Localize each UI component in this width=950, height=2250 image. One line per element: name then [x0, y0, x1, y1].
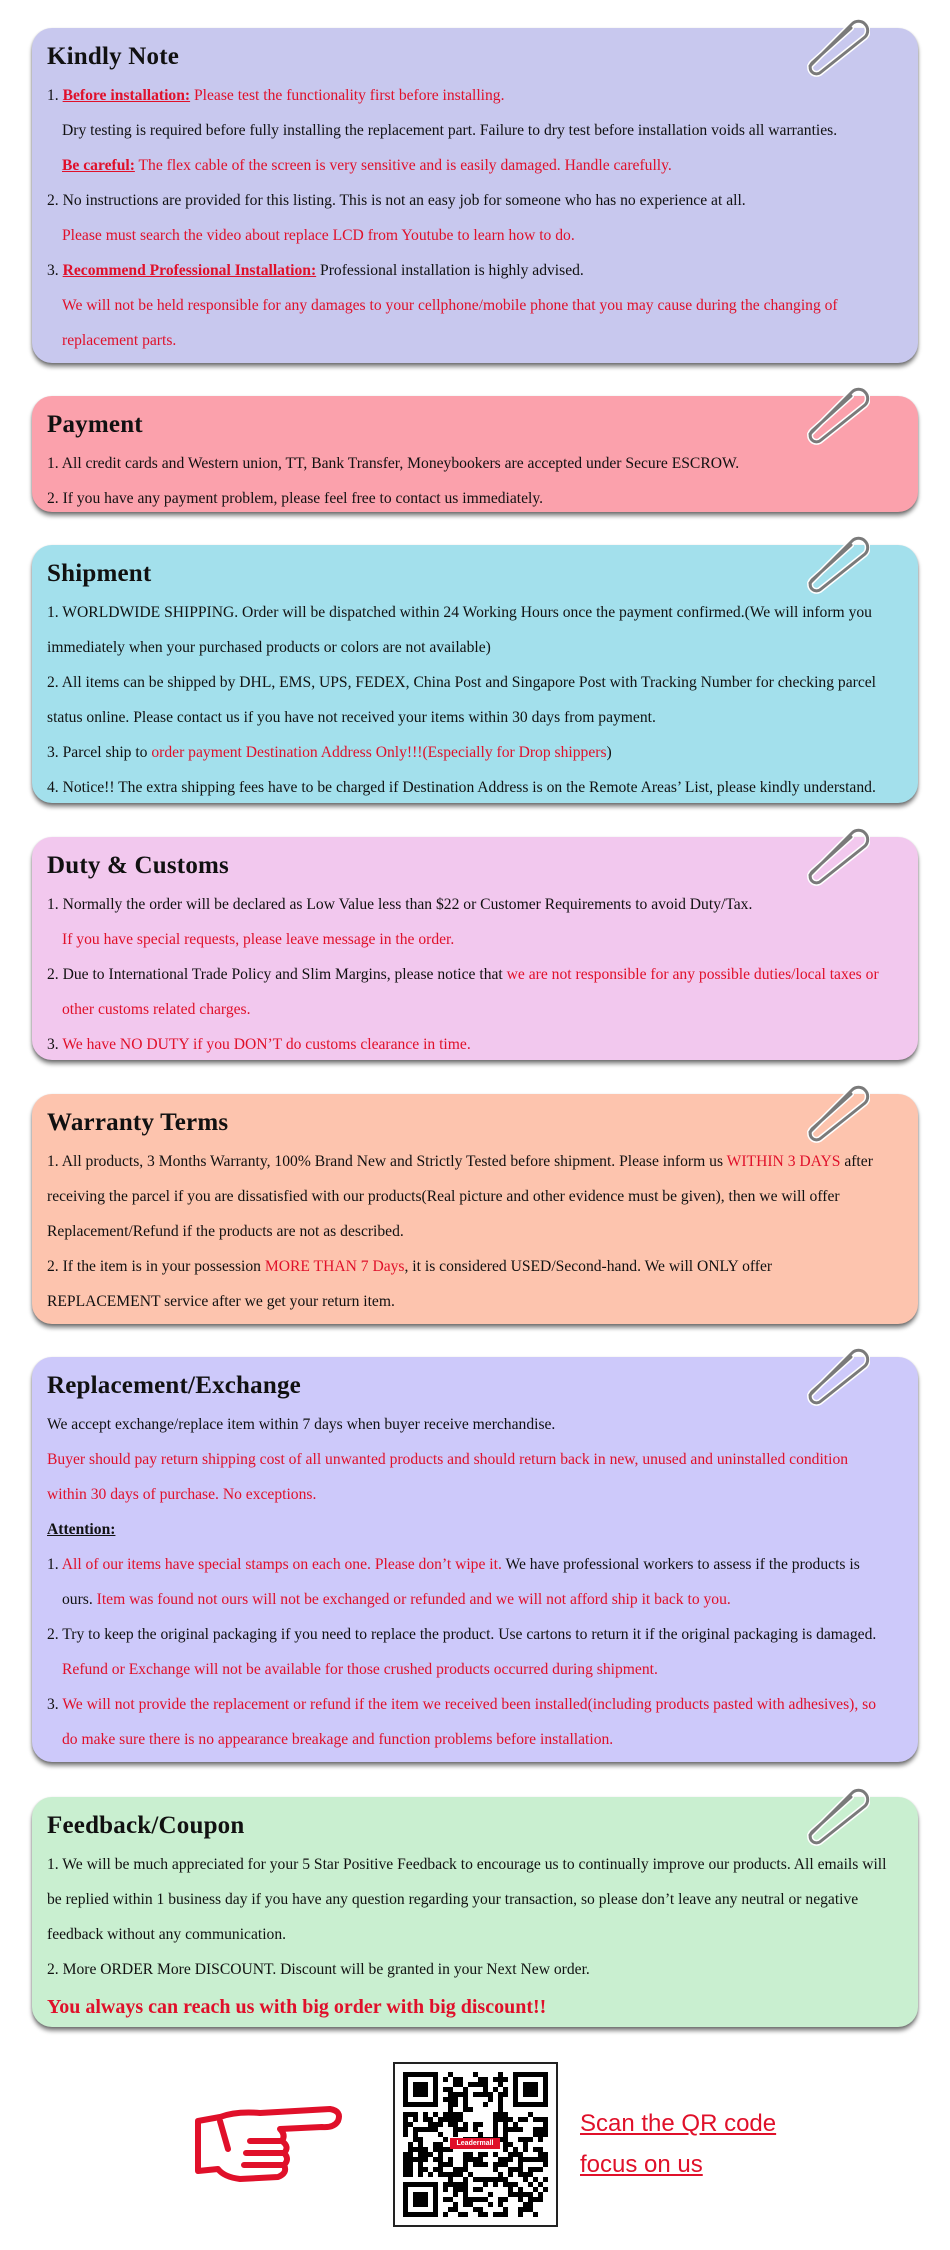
kindly-text: Please test the functionality first before installing.: [190, 87, 505, 104]
feedback-line-2: be replied within 1 business day if you have any question regarding your transaction, so please don’t leave any neutral or negative: [47, 1891, 859, 1908]
warranty-card: [32, 1094, 918, 1324]
feedback-line-1: 1. We will be much appreciated for your 5 Star Positive Feedback to encourage us to continually improve our products. All emails will: [47, 1856, 887, 1873]
paperclip-icon: [796, 821, 870, 887]
duty-text: 2. Due to International Trade Policy and Slim Margins, please notice that: [47, 966, 507, 983]
more-than-7-days: MORE THAN 7 Days: [264, 1258, 405, 1275]
attention-line-1: [47, 1547, 904, 1582]
kindly-note-title: Kindly Note: [47, 43, 180, 70]
replace-line-2: Buyer should pay return shipping cost of all unwanted products and should return back in new, unused and uninstalled condition: [47, 1451, 849, 1468]
scan-qr-text[interactable]: Scan the QR code: [580, 2110, 777, 2137]
shipment-title: Shipment: [47, 560, 152, 587]
duty-num: 3.: [47, 1036, 63, 1053]
paperclip-icon: [796, 380, 870, 446]
attention-red-text: All of our items have special stamps on each one. Please don’t wipe it.: [61, 1556, 502, 1573]
shipment-line-4: status online. Please contact us if you have not received your items within 30 days from payment.: [47, 709, 656, 726]
replace-line-1: We accept exchange/replace item within 7 days when buyer receive merchandise.: [47, 1416, 556, 1433]
feedback-line-3: feedback without any communication.: [47, 1926, 287, 1943]
destination-note: order payment Destination Address Only!!!(Especially for Drop shippers: [151, 744, 607, 761]
qr-code[interactable]: [393, 2062, 558, 2227]
qr-finder-square: [413, 2082, 428, 2097]
big-discount-banner: You always can reach us with big order with big discount!!: [47, 1996, 547, 2018]
warranty-line-2: receiving the parcel if you are dissatisfied with our products(Real picture and other evidence must be given), then we will offer: [47, 1188, 840, 1205]
warranty-text: 1. All products, 3 Months Warranty, 100% Brand New and Strictly Tested before shipment. Please inform us: [47, 1153, 727, 1170]
warranty-text: after: [840, 1153, 873, 1170]
paperclip-icon: [796, 529, 870, 595]
warranty-line-4: [47, 1249, 904, 1284]
shipment-line-1: 1. WORLDWIDE SHIPPING. Order will be dispatched within 24 Working Hours once the payment confirmed.(We will inform you: [47, 604, 872, 621]
before-installation-label: Before installation:: [62, 87, 191, 104]
kindly-line-6: [47, 253, 904, 288]
duty-title: Duty & Customs: [47, 852, 229, 879]
kindly-line-8: replacement parts.: [62, 332, 177, 349]
shipment-text: ): [606, 744, 612, 761]
kindly-text: Professional installation is highly advised.: [316, 262, 584, 279]
qr-finder-square: [523, 2082, 538, 2097]
warranty-line-5: REPLACEMENT service after we get your return item.: [47, 1293, 395, 1310]
kindly-text: The flex cable of the screen is very sensitive and is easily damaged. Handle carefully.: [134, 157, 672, 174]
attention-line-5: [47, 1687, 904, 1722]
kindly-num: 3.: [47, 262, 59, 279]
feedback-title: Feedback/Coupon: [47, 1812, 245, 1839]
attention-red-text: We will not provide the replacement or refund if the item we received been installed(including products pasted with adhesives), so: [62, 1696, 877, 1713]
warranty-line-3: Replacement/Refund if the products are not as described.: [47, 1223, 404, 1240]
attention-text: We have professional workers to assess if the products is: [501, 1556, 860, 1573]
attention-line-3: 2. Try to keep the original packaging if you need to replace the product. Use cartons to return it if the original packaging is damaged.: [47, 1626, 877, 1643]
attention-text: ours.: [62, 1591, 97, 1608]
pointing-hand-icon: [190, 2101, 345, 2183]
warranty-line-1: [47, 1144, 904, 1179]
paperclip-icon: [796, 1341, 870, 1407]
attention-red-text: Item was found not ours will not be exchanged or refunded and we will not afford ship it back to you.: [96, 1591, 731, 1608]
duty-customs-card: [32, 837, 918, 1060]
qr-logo-label: Leadermall: [450, 2138, 500, 2149]
kindly-line-1: [47, 78, 904, 113]
recommend-professional-label: Recommend Professional Installation:: [62, 262, 317, 279]
shipment-line-6: 4. Notice!! The extra shipping fees have to be charged if Destination Address is on the Remote Areas’ List, please kindly understand.: [47, 779, 876, 796]
duty-red-text: We have NO DUTY if you DON’T do customs clearance in time.: [62, 1036, 471, 1053]
duty-red-text: we are not responsible for any possible duties/local taxes or: [506, 966, 879, 983]
duty-line-2: If you have special requests, please leave message in the order.: [62, 931, 455, 948]
be-careful-label: Be careful:: [62, 157, 135, 174]
attention-line-6: do make sure there is no appearance breakage and function problems before installation.: [62, 1731, 614, 1748]
paperclip-icon: [796, 1078, 870, 1144]
warranty-title: Warranty Terms: [47, 1109, 229, 1136]
paperclip-icon: [796, 1781, 870, 1847]
shipment-line-5: [47, 735, 904, 770]
payment-card: [32, 396, 918, 512]
payment-line-2: 2. If you have any payment problem, please feel free to contact us immediately.: [47, 490, 544, 507]
attention-num: 1.: [47, 1556, 62, 1573]
duty-line-1: 1. Normally the order will be declared as Low Value less than $22 or Customer Requirements to avoid Duty/Tax.: [47, 896, 753, 913]
attention-line-2: [47, 1582, 904, 1617]
kindly-num: 1.: [47, 87, 59, 104]
focus-on-us-text[interactable]: focus on us: [580, 2151, 703, 2178]
replace-line-3: within 30 days of purchase. No exceptions.: [47, 1486, 317, 1503]
kindly-line-3: [47, 148, 904, 183]
replacement-title: Replacement/Exchange: [47, 1372, 301, 1399]
paperclip-icon: [796, 12, 870, 78]
payment-title: Payment: [47, 411, 143, 438]
warranty-text: , it is considered USED/Second-hand. We will ONLY offer: [404, 1258, 773, 1275]
duty-line-3: [47, 957, 904, 992]
kindly-line-7: We will not be held responsible for any damages to your cellphone/mobile phone that you may cause during the changing of: [62, 297, 838, 314]
payment-line-1: 1. All credit cards and Western union, TT, Bank Transfer, Moneybookers are accepted under Secure ESCROW.: [47, 455, 740, 472]
kindly-line-2: Dry testing is required before fully installing the replacement part. Failure to dry test before installation voids all warranties.: [62, 122, 838, 139]
feedback-card: [32, 1797, 918, 2027]
replacement-card: [32, 1357, 918, 1762]
shipment-text: 3. Parcel ship to: [47, 744, 152, 761]
shipment-line-3: 2. All items can be shipped by DHL, EMS, UPS, FEDEX, China Post and Singapore Post with Tracking Number for checking parcel: [47, 674, 876, 691]
qr-finder-square: [413, 2192, 428, 2207]
attention-num: 3.: [47, 1696, 63, 1713]
warranty-text: 2. If the item is in your possession: [47, 1258, 265, 1275]
duty-line-4: other customs related charges.: [62, 1001, 251, 1018]
shipment-card: [32, 545, 918, 803]
kindly-line-4: 2. No instructions are provided for this listing. This is not an easy job for someone who has no experience at all.: [47, 192, 746, 209]
feedback-line-4: 2. More ORDER More DISCOUNT. Discount will be granted in your Next New order.: [47, 1961, 590, 1978]
attention-line-4: Refund or Exchange will not be available for those crushed products occurred during shipment.: [62, 1661, 658, 1678]
attention-label: Attention:: [47, 1521, 116, 1538]
shipment-line-2: immediately when your purchased products or colors are not available): [47, 639, 491, 656]
kindly-line-5: Please must search the video about replace LCD from Youtube to learn how to do.: [62, 227, 575, 244]
kindly-note-card: [32, 28, 918, 363]
duty-line-5: [47, 1027, 904, 1062]
within-3-days: WITHIN 3 DAYS: [726, 1153, 841, 1170]
